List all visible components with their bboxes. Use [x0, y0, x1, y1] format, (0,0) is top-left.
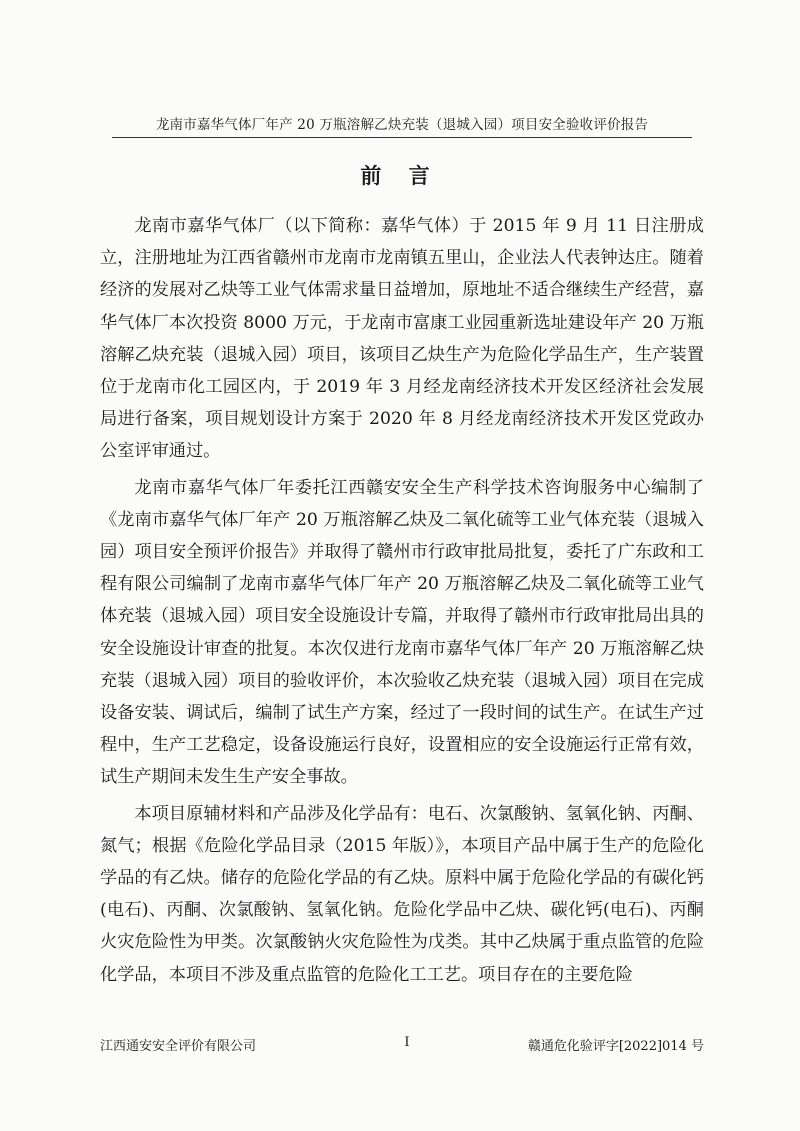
body-text — [100, 210, 704, 991]
page-title: 前 言 — [360, 163, 440, 188]
paragraph-2: 龙南市嘉华气体厂年委托江西赣安安全生产科学技术咨询服务中心编制了《龙南市嘉华气体厂年产 20 万瓶溶解乙炔及二氧化硫等工业气体充装（退城入园）项目安全预评价报告》并取得了赣州市行政审批局批复，委托了广东政和工程有限公司编制了龙南市嘉华气体厂年产 20 万瓶溶解乙炔及二氧化硫等工业气体充装（退城入园）项目安全设施设计专篇，并取得了赣州市行政审批局出具的安全设施设计审查的批复。本次仅进行龙南市嘉华气体厂年产 20 万瓶溶解乙炔充装（退城入园）项目的验收评价，本次验收乙炔充装（退城入园）项目在完成设备安装、调试后，编制了试生产方案，经过了一段时间的试生产。在试生产过程中，生产工艺稳定，设备设施运行良好，设置相应的安全设施运行正常有效，试生产期间未发生生产安全事故。 — [100, 477, 704, 788]
footer-company: 江西通安安全评价有限公司 — [100, 1039, 257, 1054]
footer-report-number: 赣通危化验评字[2022]014 号 — [527, 1039, 704, 1054]
header-divider — [112, 137, 692, 138]
footer-page-number: I — [404, 1035, 410, 1050]
paragraph-3: 本项目原辅材料和产品涉及化学品有：电石、次氯酸钠、氢氧化钠、丙酮、氮气；根据《危险化学品目录（2015 年版）》，本项目产品中属于生产的危险化学品的有乙炔。储存的危险化学品的有乙炔。原料中属于危险化学品的有碳化钙(电石)、丙酮、次氯酸钠、氢氧化钠。危险化学品中乙炔、碳化钙(电石)、丙酮火灾危险性为甲类。次氯酸钠火灾危险性为戊类。其中乙炔属于重点监管的危险化学品，本项目不涉及重点监管的危险化工工艺。项目存在的主要危险 — [100, 803, 704, 985]
running-header: 龙南市嘉华气体厂年产 20 万瓶溶解乙炔充装（退城入园）项目安全验收评价报告 — [155, 117, 649, 133]
page-footer — [100, 1035, 704, 1055]
paragraph-1: 龙南市嘉华气体厂（以下简称：嘉华气体）于 2015 年 9 月 11 日注册成立，注册地址为江西省赣州市龙南市龙南镇五里山，企业法人代表钟达庄。随着经济的发展对乙炔等工业气体需求量日益增加，原地址不适合继续生产经营，嘉华气体厂本次投资 8000 万元，于龙南市富康工业园重新选址建设年产 20 万瓶溶解乙炔充装（退城入园）项目，该项目乙炔生产为危险化学品生产，生产装置位于龙南市化工园区内，于 2019 年 3 月经龙南经济技术开发区经济社会发展局进行备案，项目规划设计方案于 2020 年 8 月经龙南经济技术开发区党政办公室评审通过。 — [100, 216, 704, 462]
